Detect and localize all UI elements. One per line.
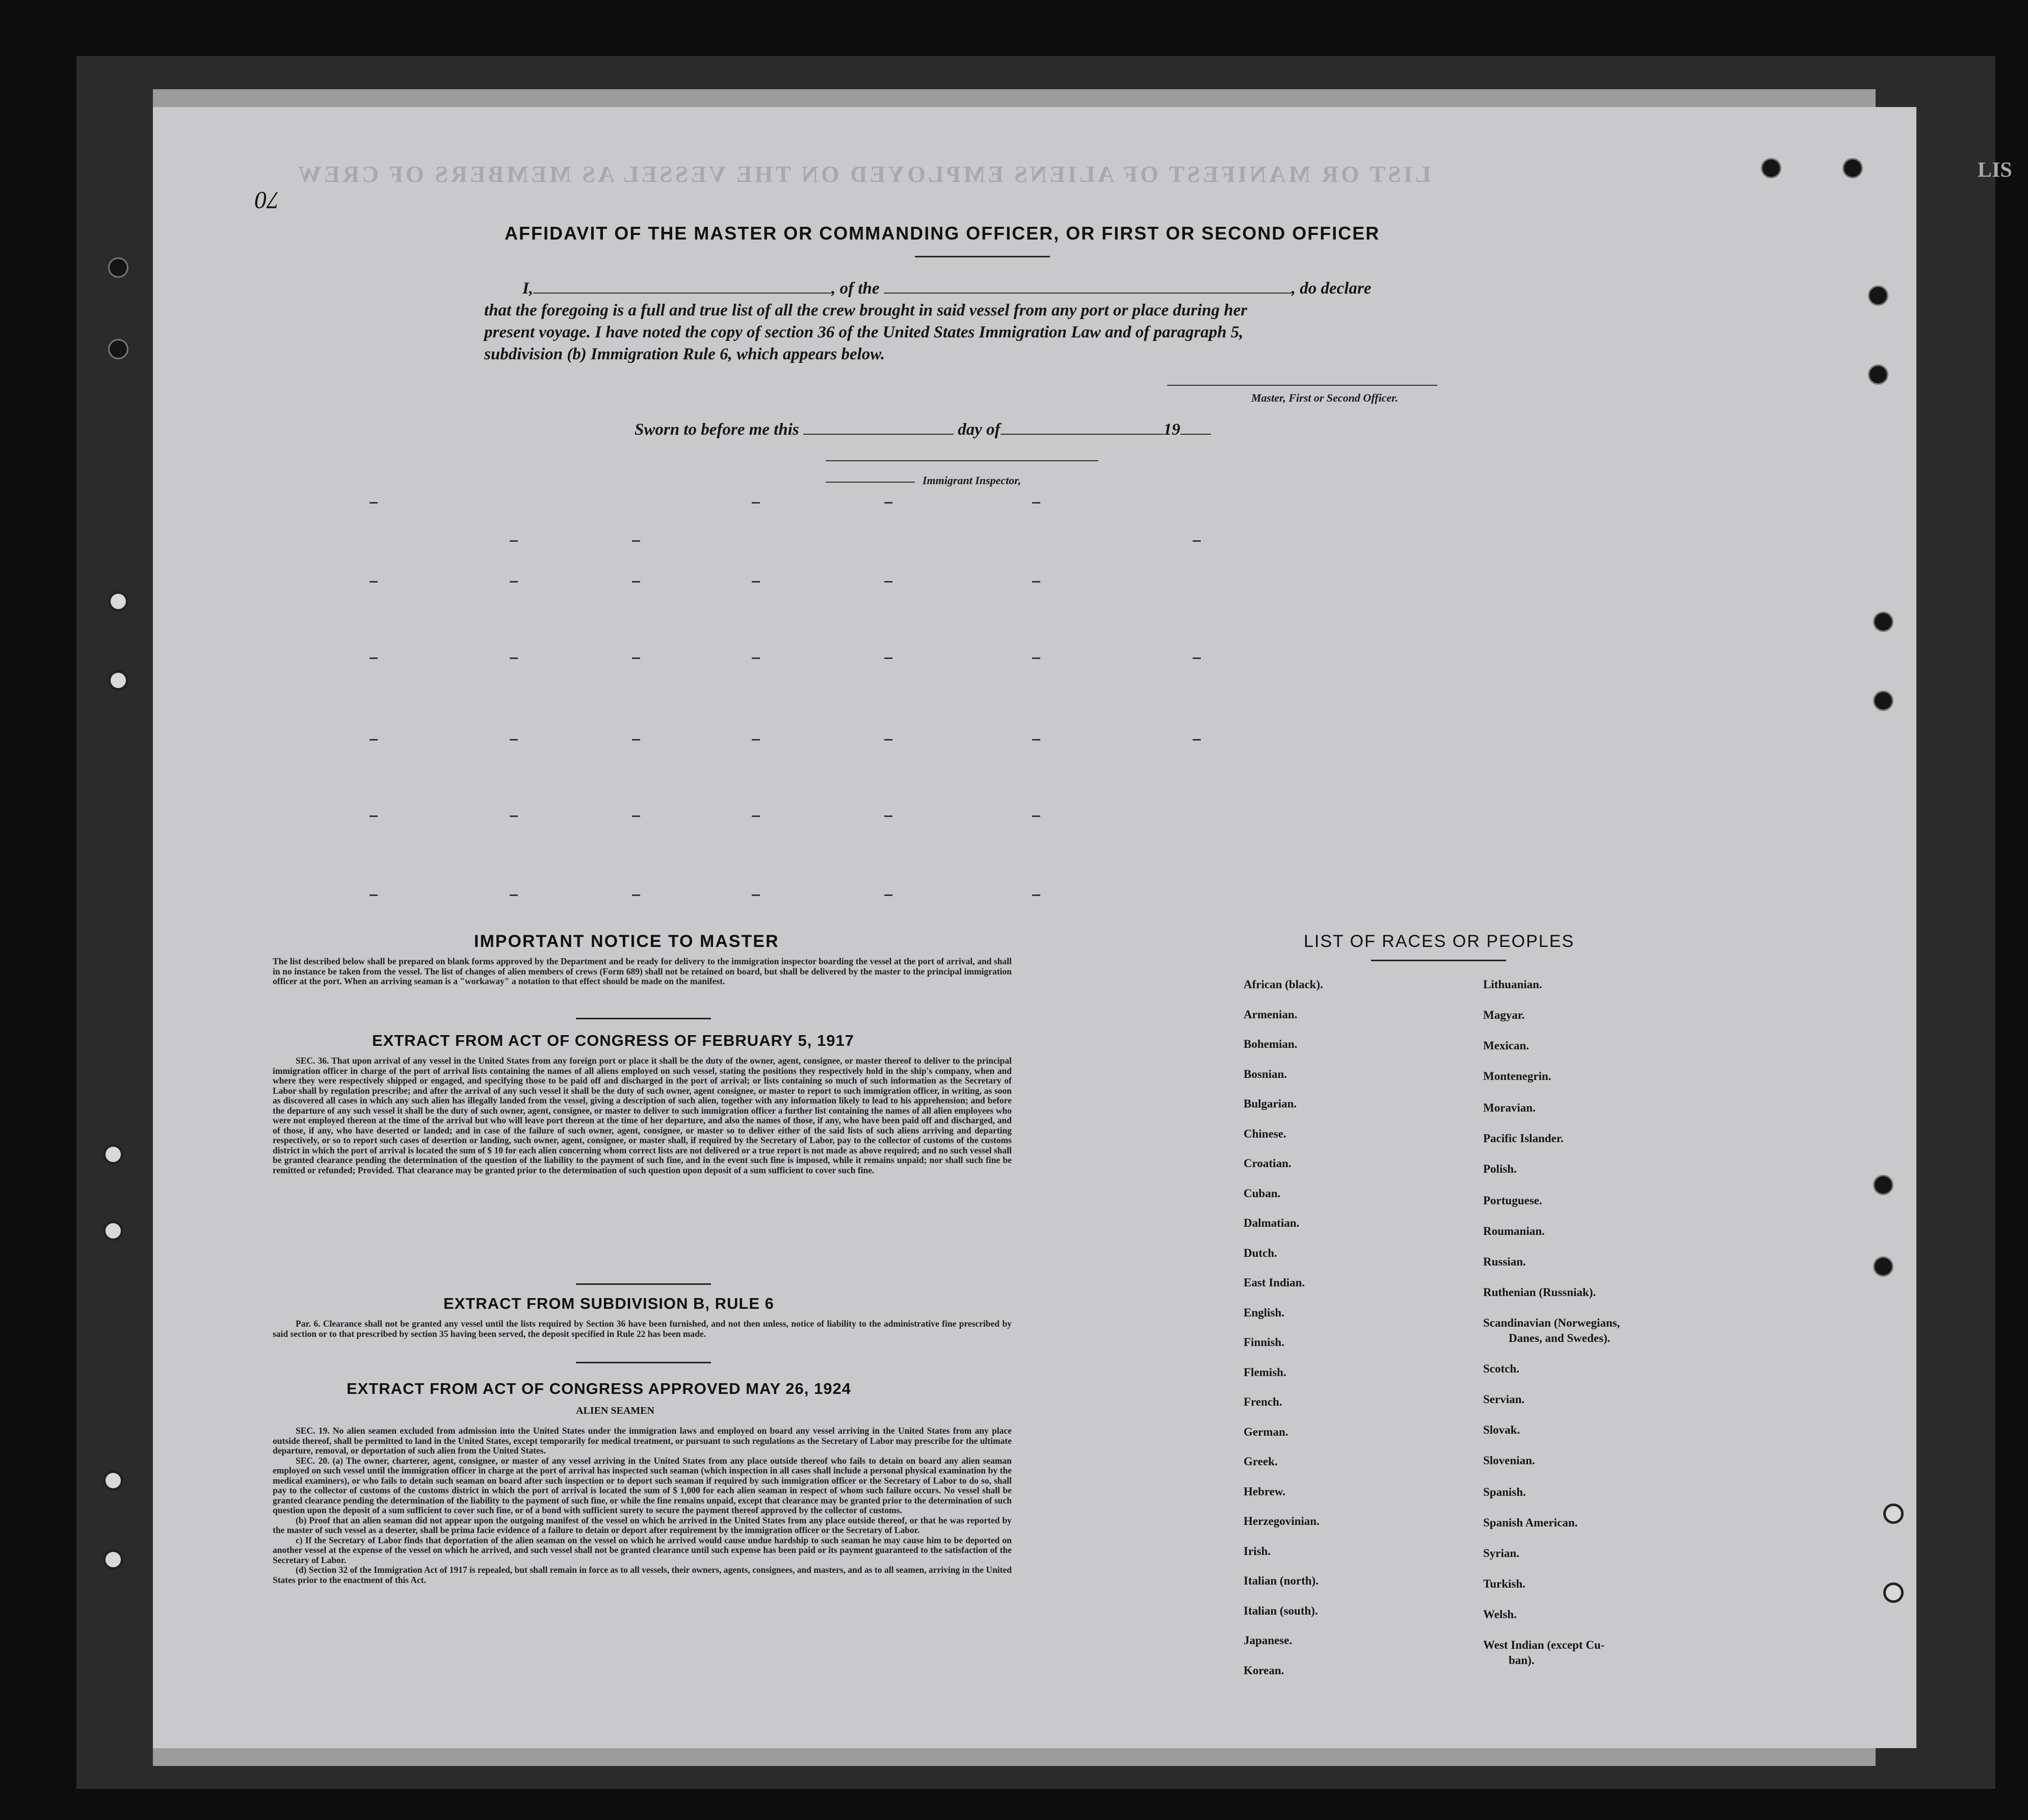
race-item: Hebrew. (1244, 1485, 1285, 1498)
extract-1924-title: EXTRACT FROM ACT OF CONGRESS APPROVED MAY 26, 1924 (347, 1380, 851, 1397)
race-item: Finnish. (1244, 1336, 1284, 1349)
punch-hole-icon (103, 1549, 123, 1570)
race-item: Turkish. (1483, 1577, 1525, 1590)
handwritten-mark: 70 (255, 187, 279, 214)
race-item: Magyar. (1483, 1009, 1525, 1021)
sec-20c-text: c) If the Secretary of Labor finds that deportation of the alien seaman on the vessel on which he arrived would cause undue hardship to such seaman he may cause him to be deported on another vessel at the expense of the vessel on which he arrived, and such vessel shall not be granted clearance until such expense has been paid or its payment guaranteed to the satisfaction of the Secretary of Labor. (273, 1535, 1012, 1565)
punch-hole-icon (103, 1221, 123, 1241)
punch-hole-icon (1883, 1582, 1904, 1603)
race-item: Italian (north). (1244, 1574, 1319, 1587)
races-rule (1371, 960, 1506, 961)
race-item: East Indian. (1244, 1276, 1305, 1289)
bleed-through-heading: LIST OR MANIFEST OF ALIENS EMPLOYED ON THE VESSEL AS MEMBERS OF CREW (296, 161, 1431, 187)
sworn-day-of: day of (958, 420, 1000, 439)
vessel-name-field[interactable] (884, 281, 1292, 294)
race-item: Scotch. (1483, 1362, 1519, 1375)
race-item: Roumanian. (1483, 1225, 1545, 1237)
sec-20d-text: (d) Section 32 of the Immigration Act of 1917 is repealed, but shall remain in force as to all vessels, their owners, agents, consignees, and masters, and as to all seamen, arriving in the United States prior to the enactment of this Act. (273, 1565, 1012, 1585)
race-item: Lithuanian. (1483, 978, 1542, 991)
race-item: Spanish American. (1483, 1516, 1578, 1529)
sworn-year-field[interactable] (1180, 423, 1211, 435)
sec-20b-text: (b) Proof that an alien seaman did not appear upon the outgoing manifest of the vessel on which he arrived in the United States from any place outside thereof, or that he was reported by the master of such vessel as a deserter, shall be prima facie evidence of a failure to detain or deport after requirement by the immigration officer or the Secretary of Labor. (273, 1515, 1012, 1535)
alien-seamen-subtitle: ALIEN SEAMEN (576, 1405, 654, 1416)
inspector-signature-field[interactable] (826, 460, 1098, 461)
punch-hole-icon (1873, 612, 1893, 632)
race-item: Flemish. (1244, 1365, 1286, 1379)
punch-hole-icon (1873, 691, 1893, 711)
race-item: Armenian. (1244, 1008, 1298, 1021)
race-item: Bosnian. (1244, 1067, 1287, 1080)
race-item: Italian (south). (1244, 1604, 1318, 1617)
race-item: Ruthenian (Russniak). (1483, 1286, 1596, 1299)
race-item: Slovak. (1483, 1423, 1520, 1436)
race-item: English. (1244, 1306, 1284, 1319)
title-underline (915, 256, 1050, 257)
sec-20a-text: SEC. 20. (a) The owner, charterer, agent, consignee, or master of any vessel arriving in the United States from any place outside thereof who fails to detain on board any alien seaman employed on such vessel until the immigration officer in charge at the port of arrival has inspected such seaman (which inspection in all cases shall include a personal physical examination by the medical examiners), or who fails to detain such seaman on board after such inspection or to deport such seaman if required by such immigration officer or the Secretary of Labor to do so, shall pay to the collector of customs of the customs district in which the port of arrival is located the sum of $ 1,000 for each alien seaman in respect of whom such failure occurs. No vessel shall be granted clearance pending the determination of the liability to the payment of such fine, or while the fine remains unpaid, except that clearance may be granted prior to the determination of such question upon the deposit of a sum sufficient to cover such fine, or of a bond with sufficient surety to secure the payment thereof approved by the collector of customs. (273, 1455, 1012, 1515)
race-item: Croatian. (1244, 1157, 1292, 1170)
races-title: LIST OF RACES OR PEOPLES (1304, 932, 1575, 951)
punch-hole-icon (1873, 1256, 1893, 1277)
notice-text: The list described below shall be prepared on blank forms approved by the Department and be ready for delivery to the immigration inspector boarding the vessel at the port of arrival, and shall in no instance be taken from the vessel. The list of changes of alien members of crews (Form 689) shall not be retained on board, but shall be delivered by the master to the principal immigration officer at the port. When an arriving seaman is a "workaway" a notation to that effect should be made on the manifest. (273, 956, 1012, 986)
rule6-text: Par. 6. Clearance shall not be granted any vessel until the lists required by Section 36 have been furnished, and not then unless, notice of liability to the administrative fine prescribed by said section or to that prescribed by section 35 having been served, the deposit specified in Rule 22 has been made. (273, 1318, 1012, 1339)
punch-hole-icon (1868, 285, 1888, 306)
affidavit-line-2: that the foregoing is a full and true list of all the crew brought in said vessel from any port or place during her (484, 301, 1248, 320)
rule6-title: EXTRACT FROM SUBDIVISION B, RULE 6 (443, 1295, 774, 1312)
punch-hole-icon (1761, 158, 1781, 178)
punch-hole-icon (1842, 158, 1863, 178)
race-item: Scandinavian (Norwegians, (1483, 1316, 1620, 1329)
punch-hole-icon (1873, 1175, 1893, 1195)
notice-title: IMPORTANT NOTICE TO MASTER (474, 932, 779, 951)
declarant-mid: , of the (831, 279, 880, 298)
race-item: Syrian. (1483, 1547, 1519, 1560)
extract-1924-body (273, 1426, 1012, 1585)
race-item: ban). (1509, 1654, 1535, 1667)
sworn-year-prefix: 19 (1163, 420, 1180, 439)
race-item: Chinese. (1244, 1127, 1286, 1140)
race-item: Japanese. (1244, 1634, 1293, 1647)
extract-1917-text: SEC. 36. That upon arrival of any vessel in the United States from any foreign port or place it shall be the duty of the owner, agent, consignee, or master thereof to deliver to the principal immigration officer in charge of the port of arrival lists containing the names of all aliens employed on such vessel, stating the positions they respectively hold in the ship's company, when and where they were respectively shipped or engaged, and specifying those to be paid off and discharged in the port of arrival; or lists containing so much of such information as the Secretary of Labor shall by regulation prescribe; and after the arrival of any such vessel it shall be the duty of such owner, agent consignee, or master to report to such immigration officer, in writing, as soon as discovered all cases in which any such alien has illegally landed from the vessel, giving a description of such alien, together with any information likely to lead to his apprehension; and before the departure of any such vessel it shall be the duty of such owner, agent, consignee, or master to deliver to such immigration officer a further list containing the names of all alien employees who were not employed thereon at the time of the arrival but who will leave port thereon at the time of her departure, and also the names of those, if any, who have been paid off and discharged, and of those, if any, who have deserted or landed; and in case of the failure of such owner, agent, consignee, or master so to deliver either of the said lists of such aliens arriving and departing respectively, or so to report such cases of desertion or landing, such owner, agent, consignee, or master shall, if required by the Secretary of Labor, pay to the collector of customs of the customs district in which the port of arrival is located the sum of $ 10 for each alien concerning whom correct lists are not delivered or a true report is not made as above required; and no such vessel shall be granted clearance pending the determination of the question of the liability to the payment of such fine, and in the event such fine is imposed, while it remains unpaid; nor shall such fine be remitted or refunded; Provided. That clearance may be granted prior to the determination of such question upon deposit of a sum sufficient to cover such fine. (273, 1056, 1012, 1175)
signature-label: Master, First or Second Officer. (1251, 391, 1399, 404)
affidavit-body (484, 278, 1442, 365)
race-item: Dalmatian. (1244, 1217, 1300, 1229)
race-item: Pacific Islander. (1483, 1132, 1564, 1145)
sworn-start: Sworn to before me this (635, 420, 799, 439)
race-item: Dutch. (1244, 1246, 1277, 1259)
punch-hole-icon (108, 339, 128, 359)
affidavit-title: AFFIDAVIT OF THE MASTER OR COMMANDING OFFICER, OR FIRST OR SECOND OFFICER (505, 223, 1380, 244)
rule6-rule (576, 1362, 711, 1363)
punch-hole-icon (108, 257, 128, 278)
race-item: Mexican. (1483, 1039, 1530, 1052)
race-item: Bohemian. (1244, 1038, 1298, 1050)
declarant-prefix: I, (522, 279, 534, 298)
declarant-name-field[interactable] (533, 281, 831, 294)
extract-1917-title: EXTRACT FROM ACT OF CONGRESS OF FEBRUARY 5, 1917 (372, 1032, 854, 1049)
affidavit-line-3: present voyage. I have noted the copy of section 36 of the United States Immigration Law and of paragraph 5, (484, 323, 1244, 341)
sworn-line (635, 420, 1211, 439)
inspector-label: Immigrant Inspector, (923, 474, 1021, 487)
race-item: Bulgarian. (1244, 1097, 1297, 1110)
bleed-through-corner: LIS (1978, 159, 2012, 182)
race-item: German. (1244, 1425, 1288, 1438)
punch-hole-icon (1868, 364, 1888, 385)
race-item: Spanish. (1483, 1486, 1526, 1498)
race-item: Welsh. (1483, 1608, 1517, 1621)
race-item: French. (1244, 1395, 1282, 1408)
punch-hole-icon (108, 670, 128, 691)
signature-field[interactable] (1167, 385, 1437, 386)
race-item: Servian. (1483, 1393, 1525, 1406)
race-item: Slovenian. (1483, 1454, 1535, 1467)
race-item: Montenegrin. (1483, 1070, 1551, 1083)
inspector-name-field[interactable] (826, 482, 915, 483)
race-item: Russian. (1483, 1255, 1526, 1268)
race-item: Portuguese. (1483, 1194, 1542, 1207)
sec-19-text: SEC. 19. No alien seamen excluded from admission into the United States under the immigration laws and employed on board any vessel arriving in the United States from any place outside thereof, shall be permitted to land in the United States, except temporarily for medical treatment, or pursuant to such regulations as the Secretary of Labor may prescribe for the ultimate departure, removal, or deportation of such alien from the United States. (273, 1426, 1012, 1456)
race-item: Polish. (1483, 1163, 1517, 1175)
race-item: Cuban. (1244, 1186, 1281, 1200)
sworn-day-field[interactable] (803, 423, 954, 435)
punch-hole-icon (1883, 1504, 1904, 1524)
extract-1917-rule (576, 1283, 711, 1285)
race-item: Irish. (1244, 1544, 1271, 1558)
race-item: Moravian. (1483, 1101, 1536, 1114)
punch-hole-icon (103, 1470, 123, 1491)
affidavit-line-4: subdivision (b) Immigration Rule 6, which appears below. (484, 345, 885, 363)
punch-hole-icon (103, 1144, 123, 1165)
punch-hole-icon (108, 591, 128, 612)
race-item: Danes, and Swedes). (1509, 1332, 1611, 1344)
notice-rule (576, 1018, 711, 1019)
declarant-suffix: , do declare (1291, 279, 1372, 298)
sworn-month-field[interactable] (1000, 423, 1164, 435)
race-item: Korean. (1244, 1664, 1284, 1677)
race-item: Herzegovinian. (1244, 1515, 1320, 1527)
race-item: Greek. (1244, 1455, 1278, 1468)
race-item: West Indian (except Cu- (1483, 1639, 1605, 1651)
race-item: African (black). (1244, 978, 1323, 991)
